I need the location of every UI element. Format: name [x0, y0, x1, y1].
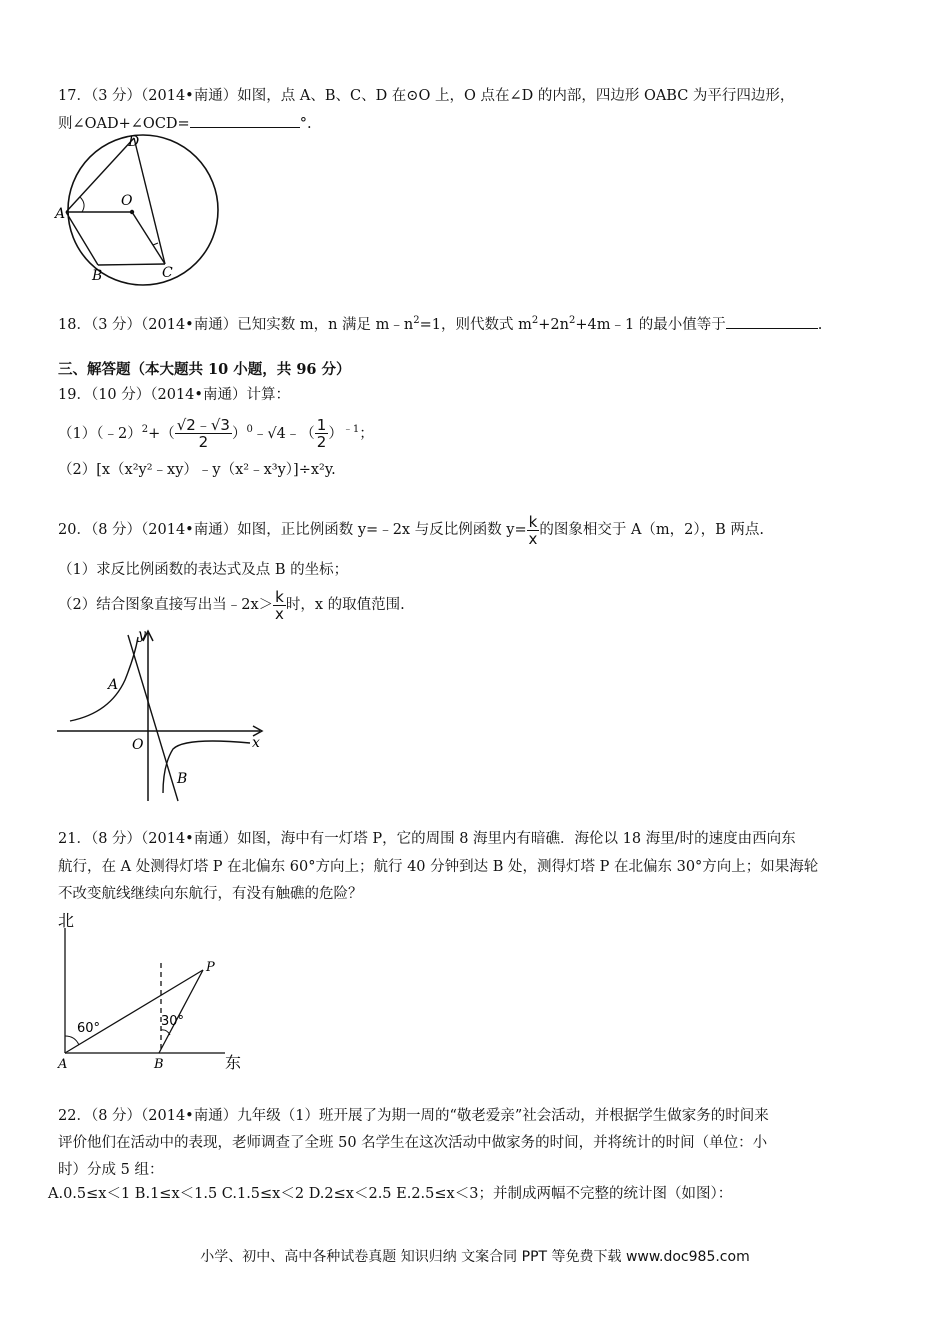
q19-p1-sup2: 0 [246, 424, 253, 435]
q21-line1: 21．（8 分）（2014•南通）如图，海中有一灯塔 P，它的周围 8 海里内有暗礁．海伦以 18 海里/时的速度由西向东 [58, 831, 796, 847]
q22-line1: 22．（8 分）（2014•南通）九年级（1）班开展了为期一周的“敬老爱亲”社会活动，并根据学生做家务的时间来 [58, 1108, 769, 1124]
q17-line1: 17．（3 分）（2014•南通）如图，点 A、B、C、D 在⊙O 上，O 点在∠D 的内部，四边形 OABC 为平行四边形， [58, 88, 795, 104]
q19-p1-b: +（ [148, 425, 175, 442]
q19-part1 [58, 410, 374, 454]
q21-label-B: B [154, 1057, 164, 1072]
q21-label-angle60: 60° [77, 1021, 101, 1036]
q19-frac1-num: √2﹣√3 [176, 416, 230, 435]
q18-suffix: . [817, 316, 823, 333]
q20-line3 [58, 587, 405, 623]
q20-label-O: O [132, 737, 144, 753]
q20-label-B: B [177, 771, 188, 787]
q21-line3: 不改变航线继续向东航行，有没有触礁的危险？ [58, 886, 363, 902]
q18-answer-blank[interactable] [726, 314, 818, 329]
q18-text-d: +4m﹣1 的最小值等于 [575, 316, 726, 333]
q20-line1-b: 的图象相交于 A（m，2），B 两点. [539, 522, 765, 538]
q20-frac-den: x [528, 529, 538, 548]
q20-line3-b: 时，x 的取值范围. [285, 597, 405, 613]
q19-frac1-den: 2 [198, 433, 209, 452]
q21-label-east: 东 [225, 1053, 242, 1072]
q19-frac2-den: 2 [316, 433, 327, 452]
q17-label-A: A [55, 206, 66, 222]
q20-line2: （1）求反比例函数的表达式及点 B 的坐标； [58, 562, 349, 578]
q18-sup3: 2 [568, 315, 576, 326]
q22-line2: 评价他们在活动中的表现，老师调查了全班 50 名学生在这次活动中做家务的时间，并将统计的时间（单位：小 [58, 1135, 768, 1151]
q17-circle-figure [52, 130, 222, 290]
q19-p1-d: ﹣√4﹣（ [252, 425, 315, 442]
q22-line3: 时）分成 5 组： [58, 1162, 164, 1178]
q17-prefix: 则∠OAD+∠OCD= [58, 116, 190, 132]
q20-label-y: y [138, 627, 146, 643]
q18-sup1: 2 [413, 315, 420, 326]
q21-navigation-figure [55, 908, 255, 1073]
q17-label-C: C [162, 265, 173, 281]
q19-p1-e: ） [328, 425, 343, 442]
q21-label-P: P [206, 960, 215, 975]
q17-label-O: O [121, 193, 133, 209]
q18-text-b: =1，则代数式 m [419, 316, 532, 333]
q17-suffix: °. [299, 116, 312, 132]
q17-label-D: D [128, 134, 140, 150]
q20-line3-a: （2）结合图象直接写出当﹣2x＞ [58, 597, 274, 613]
q22-line4: A.0.5≤x＜1 B.1≤x＜1.5 C.1.5≤x＜2 D.2≤x＜2.5 E.2.5≤x＜3；并制成两幅不完整的统计图（如图）： [48, 1186, 733, 1202]
q19-p1-sup: 2 [141, 424, 149, 435]
q19-p1-a: （1）（﹣2） [58, 425, 142, 442]
q19-p1-f: ； [359, 425, 374, 442]
q19-fraction-1 [175, 417, 232, 450]
q18-text-a: 18．（3 分）（2014•南通）已知实数 m，n 满足 m﹣n [58, 316, 414, 333]
q19-frac2-num: 1 [316, 416, 327, 435]
q19-p1-c: ） [231, 425, 247, 442]
q20-graph-figure [55, 625, 270, 805]
q20-line1-a: 20．（8 分）（2014•南通）如图，正比例函数 y=﹣2x 与反比例函数 y= [58, 522, 527, 538]
q20-label-A: A [108, 677, 119, 693]
q19-part2: （2）[x（x²y²﹣xy）﹣y（x²﹣x³y）]÷x²y. [58, 462, 336, 478]
q20-label-x: x [252, 735, 260, 751]
q17-label-B: B [92, 268, 103, 284]
q19-title: 19．（10 分）（2014•南通）计算： [58, 387, 290, 403]
q18-line [58, 311, 822, 335]
q20-fraction-k-x-2 [273, 589, 286, 622]
q21-label-north: 北 [58, 911, 75, 930]
q19-p1-sup3: ﹣1 [342, 424, 360, 435]
q20-frac2-den: x [275, 604, 284, 623]
q19-fraction-2 [315, 417, 329, 450]
q18-sup2: 2 [531, 315, 539, 326]
q20-line1 [58, 512, 764, 548]
q20-frac2-num: k [275, 587, 284, 606]
q17-answer-blank[interactable] [190, 113, 300, 128]
q20-frac-num: k [528, 512, 538, 531]
section3-title: 三、解答题（本大题共 10 小题，共 96 分） [58, 361, 351, 378]
q21-label-angle30: 30° [161, 1014, 185, 1029]
q18-text-c: +2n [538, 316, 569, 333]
q21-line2: 航行，在 A 处测得灯塔 P 在北偏东 60°方向上；航行 40 分钟到达 B 处，测得灯塔 P 在北偏东 30°方向上；如果海轮 [58, 859, 819, 875]
q20-fraction-k-x [527, 514, 540, 547]
q21-label-A: A [58, 1057, 68, 1072]
footer-download-link[interactable]: 小学、初中、高中各种试卷真题 知识归纳 文案合同 PPT 等免费下载 www.doc985.com [200, 1249, 750, 1265]
